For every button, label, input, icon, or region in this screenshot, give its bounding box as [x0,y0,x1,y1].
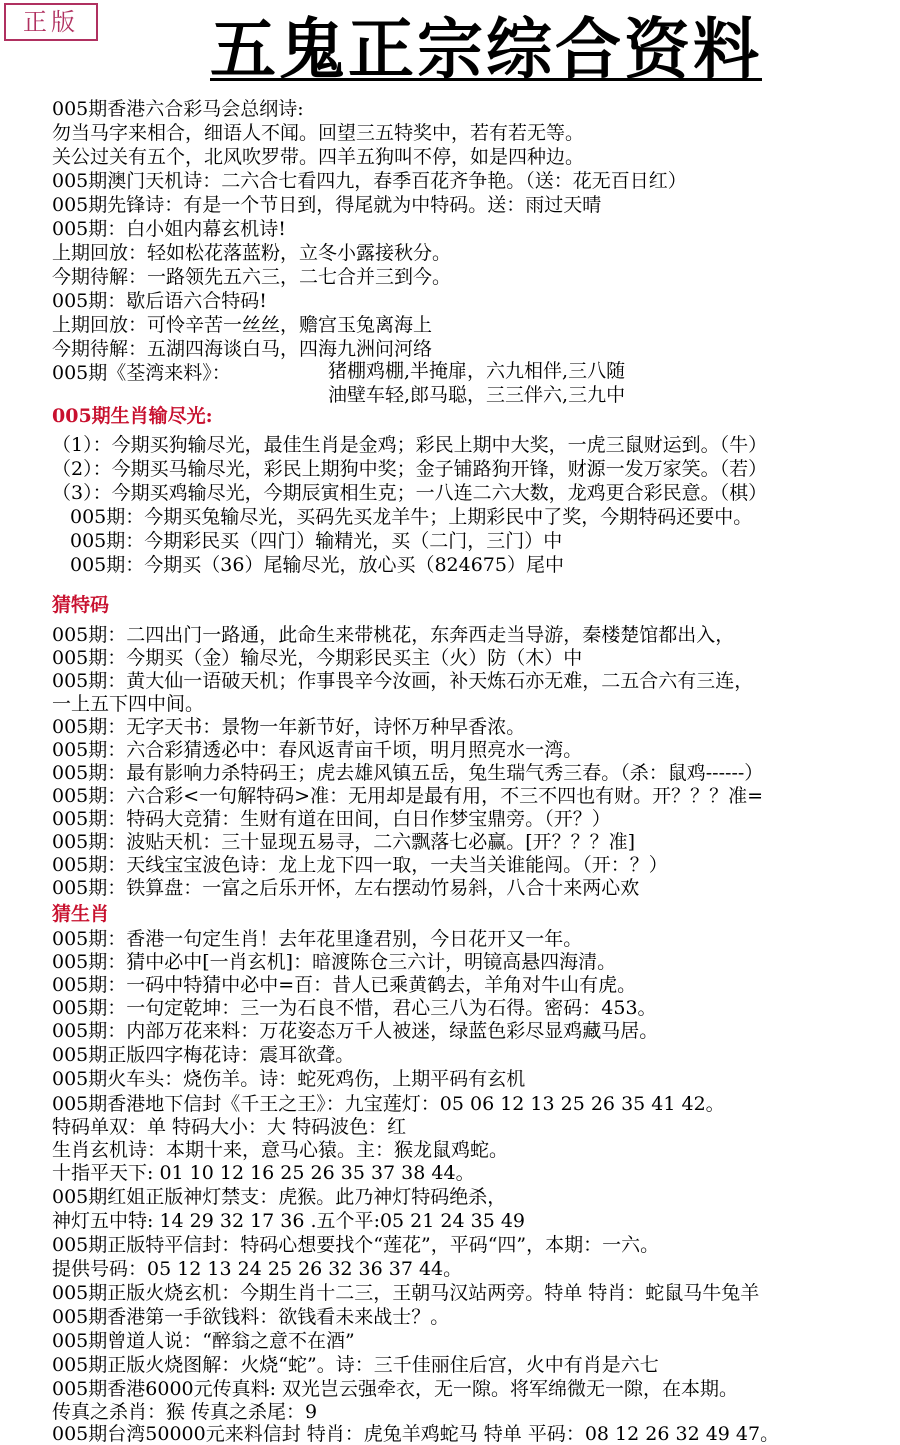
text-line: 005期火车头：烧伤羊。诗：蛇死鸡伤，上期平码有玄机 [52,1068,526,1090]
text-line: 005期正版特平信封：特码心想要找个“莲花”，平码“四”，本期：一六。 [52,1234,660,1256]
text-line: 005期：波贴天机：三十显现五易寻，二六飘落七必赢。[开？？？准] [52,831,636,853]
text-line: 勿当马字来相合，细语人不闻。回望三五特奖中，若有若无等。 [52,122,585,144]
text-line: 005期：一码中特猜中必中=百：昔人已乘黄鹤去，羊角对牛山有虎。 [52,974,637,996]
text-line: 油壁车轻,郎马聪，三三伴六,三九中 [328,384,626,406]
text-line: 005期正版火烧图解：火烧“蛇”。诗：三千佳丽住后宫，火中有肖是六七 [52,1354,659,1376]
text-line: 005期：铁算盘：一富之后乐开怀，左右摆动竹易斜，八合十来两心欢 [52,877,640,899]
text-line: 005期：特码大竞猜：生财有道在田间，白日作梦宝鼎旁。（开？） [52,808,611,830]
official-badge: 正版 [4,3,98,41]
section-heading: 猜生肖 [52,903,110,925]
text-line: 005期：黄大仙一语破天机；作事畏辛今汝画，补天炼石亦无难，二五合六有三连， [52,670,754,692]
section-heading: 猜特码 [52,594,110,616]
text-line: 传真之杀肖：猴 传真之杀尾：9 [52,1401,318,1423]
text-line: 005期香港六合彩马会总纲诗: [52,98,304,120]
text-line: 特码单双：单 特码大小：大 特码波色：红 [52,1116,407,1138]
text-line: 005期红姐正版神灯禁支：虎猴。此乃神灯特码绝杀， [52,1186,507,1208]
text-line: 005期：香港一句定生肖！去年花里逢君别，今日花开又一年。 [52,928,583,950]
text-line: 005期：二四出门一路通，此命生来带桃花，东奔西走当导游，秦楼楚馆都出入， [52,624,735,646]
page-title: 五鬼正宗综合资料 [210,10,762,88]
text-line: 005期：今期买兔输尽光，买码先买龙羊牛；上期彩民中了奖，今期特码还要中。 [70,506,753,528]
text-line: 生肖玄机诗：本期十来，意马心猿。主：猴龙鼠鸡蛇。 [52,1139,509,1161]
text-line: （3）：今期买鸡输尽光，今期辰寅相生克；一八连二六大数，龙鸡更合彩民意。（棋） [52,482,768,504]
text-line: 005期：今期彩民买（四门）输精光，买（二门，三门）中 [70,530,563,552]
text-line: 005期：内部万花来料：万花姿态万千人被迷，绿蓝色彩尽显鸡藏马居。 [52,1020,659,1042]
text-line: 关公过关有五个，北风吹罗带。四羊五狗叫不停，如是四种边。 [52,146,585,168]
text-line: 十指平天下: 01 10 12 16 25 26 35 37 38 44。 [52,1162,475,1184]
text-line: 005期澳门天机诗：二六合七看四九，春季百花齐争艳。（送：花无百日红） [52,170,687,192]
text-line: 005期香港第一手欲钱料：欲钱看未来战士？。 [52,1306,450,1328]
text-line: 005期：天线宝宝波色诗：龙上龙下四一取，一夫当关谁能闯。（开：？） [52,854,668,876]
text-line: （2）：今期买马输尽光，彩民上期狗中奖；金子铺路狗开锋，财源一发万家笑。（若） [52,458,768,480]
text-line: 神灯五中特: 14 29 32 17 36 .五个平:05 21 24 35 49 [52,1210,526,1232]
text-line: 今期待解：五湖四海谈白马，四海九洲问河络 [52,338,433,360]
text-line: 005期：猜中必中[一肖玄机]：暗渡陈仓三六计，明镜高悬四海清。 [52,951,617,973]
text-line: 上期回放：轻如松花落蓝粉，立冬小露接秋分。 [52,242,452,264]
text-line: 005期台湾50000元来料信封 特肖：虎兔羊鸡蛇马 特单 平码：08 12 26 32 49 47。 [52,1423,780,1445]
text-line: 005期：无字天书：景物一年新节好，诗怀万种早香浓。 [52,716,526,738]
text-line: 今期待解：一路领先五六三，二七合并三到今。 [52,266,452,288]
text-line: 005期：今期买（36）尾输尽光，放心买（824675）尾中 [70,554,564,576]
text-line: 005期先锋诗：有是一个节日到，得尾就为中特码。送：雨过天晴 [52,194,602,216]
text-line: 005期正版火烧玄机：今期生肖十二三，王朝马汉站两旁。特单 特肖：蛇鼠马牛兔羊 [52,1282,760,1304]
text-line: 上期回放：可怜辛苦一丝丝，赡宫玉兔离海上 [52,314,433,336]
text-line: 005期香港6000元传真料: 双光岂云强牵衣，无一隙。将军绵微无一隙，在本期。 [52,1378,739,1400]
text-line: （1）：今期买狗输尽光，最佳生肖是金鸡；彩民上期中大奖，一虎三鼠财运到。（牛） [52,434,768,456]
text-line: 005期香港地下信封《千王之王》：九宝莲灯：05 06 12 13 25 26 35 41 42。 [52,1093,725,1115]
text-line: 005期：最有影响力杀特码王；虎去雄风镇五岳，兔生瑞气秀三春。（杀：鼠鸡------） [52,762,764,784]
text-line: 005期《荃湾来料》： [52,362,231,384]
text-line: 005期：今期买（金）输尽光，今期彩民买主（火）防（木）中 [52,647,583,669]
text-line: 一上五下四中间。 [52,693,205,715]
text-line: 005期正版四字梅花诗：震耳欲聋。 [52,1044,355,1066]
text-line: 005期：歇后语六合特码! [52,290,267,312]
section-heading: 005期生肖输尽光: [52,405,213,427]
text-line: 005期：六合彩猜透必中：春风返青亩千顷，明月照亮水一湾。 [52,739,583,761]
text-line: 提供号码：05 12 13 24 25 26 32 36 37 44。 [52,1258,463,1280]
text-line: 005期：白小姐内幕玄机诗! [52,218,286,240]
text-line: 005期：六合彩<一句解特码>准：无用却是最有用，不三不四也有财。开？？？准= [52,785,764,807]
text-line: 005期：一句定乾坤：三一为石良不惜，君心三八为石得。密码：453。 [52,997,657,1019]
text-line: 猪棚鸡棚,半掩扉，六九相伴,三八随 [328,360,626,382]
text-line: 005期曾道人说：“醉翁之意不在酒” [52,1330,355,1352]
